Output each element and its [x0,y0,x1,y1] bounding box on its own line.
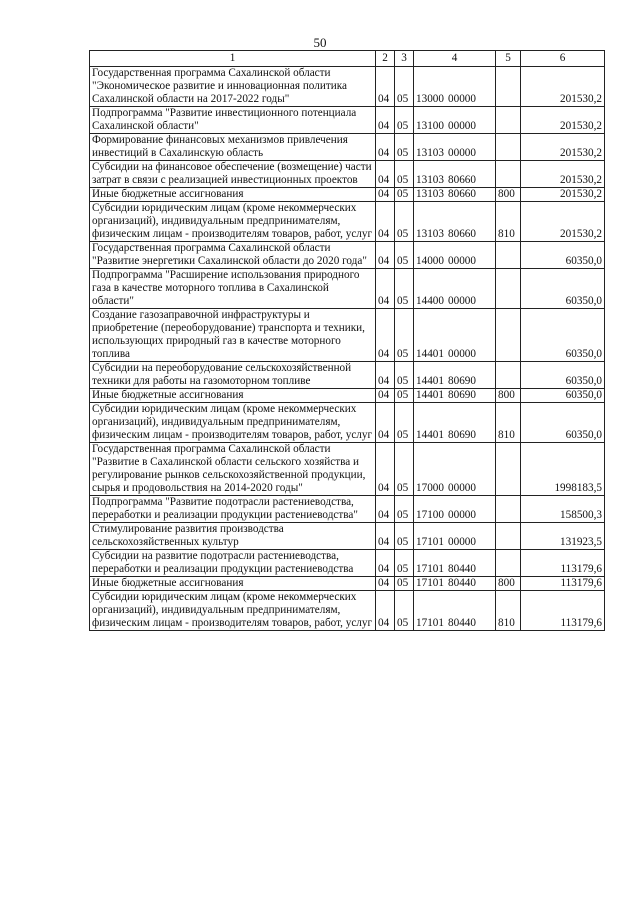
table-row [90,202,605,242]
direction-code: 80690 [448,389,476,401]
item-name: Подпрограмма "Развитие инвестиционного потенциала Сахалинской области" [90,107,376,134]
direction-code: 00000 [448,255,476,267]
subsection-code: 05 [395,67,414,107]
column-header: 6 [521,51,605,67]
table-row [90,389,605,403]
section-code: 04 [376,67,395,107]
target-article-code [414,550,496,577]
program-code: 17101 [416,563,444,575]
expense-type-code [496,550,521,577]
section-code: 04 [376,403,395,443]
program-code: 14401 [416,429,444,441]
target-article-code [414,403,496,443]
amount: 60350,0 [521,389,605,403]
direction-code: 80440 [448,617,476,629]
target-article-code [414,134,496,161]
expense-type-code [496,269,521,309]
amount: 131923,5 [521,523,605,550]
program-code: 13100 [416,120,444,132]
amount: 1998183,5 [521,443,605,496]
column-header: 3 [395,51,414,67]
table-row [90,161,605,188]
item-name: Субсидии юридическим лицам (кроме некоммерческих организаций), индивидуальным предпринимателям, физическим лицам - производителям товаров, работ, услуг [90,403,376,443]
item-name: Субсидии юридическим лицам (кроме некоммерческих организаций), индивидуальным предпринимателям, физическим лицам - производителям товаров, работ, услуг [90,202,376,242]
item-name: Иные бюджетные ассигнования [90,389,376,403]
subsection-code: 05 [395,134,414,161]
subsection-code: 05 [395,443,414,496]
section-code: 04 [376,591,395,631]
section-code: 04 [376,107,395,134]
amount: 60350,0 [521,269,605,309]
direction-code: 00000 [448,295,476,307]
direction-code: 80660 [448,228,476,240]
program-code: 14000 [416,255,444,267]
expense-type-code [496,242,521,269]
page-number: 50 [313,35,327,50]
subsection-code: 05 [395,591,414,631]
target-article-code [414,269,496,309]
direction-code: 00000 [448,482,476,494]
subsection-code: 05 [395,496,414,523]
direction-code: 80440 [448,563,476,575]
expense-type-code [496,67,521,107]
header-row [90,51,605,67]
direction-code: 00000 [448,147,476,159]
program-code: 13103 [416,174,444,186]
table-row [90,403,605,443]
amount: 60350,0 [521,309,605,362]
target-article-code [414,577,496,591]
table-row [90,496,605,523]
section-code: 04 [376,188,395,202]
expense-type-code [496,362,521,389]
subsection-code: 05 [395,242,414,269]
amount: 201530,2 [521,202,605,242]
item-name: Государственная программа Сахалинской области "Развитие в Сахалинской области сельского хозяйства и регулирование рынков сельскохозяйственной продукции, сырья и продовольствия на 2014-2020 годы" [90,443,376,496]
table-row [90,188,605,202]
expense-type-code [496,496,521,523]
direction-code: 00000 [448,348,476,360]
column-header: 5 [496,51,521,67]
section-code: 04 [376,309,395,362]
budget-table [89,50,605,631]
program-code: 14400 [416,295,444,307]
section-code: 04 [376,202,395,242]
table-row [90,107,605,134]
direction-code: 00000 [448,120,476,132]
direction-code: 80440 [448,577,476,589]
amount: 60350,0 [521,403,605,443]
target-article-code [414,107,496,134]
target-article-code [414,67,496,107]
program-code: 14401 [416,389,444,401]
item-name: Иные бюджетные ассигнования [90,188,376,202]
expense-type-code: 800 [496,188,521,202]
column-header: 1 [90,51,376,67]
target-article-code [414,161,496,188]
table-row [90,269,605,309]
amount: 201530,2 [521,134,605,161]
target-article-code [414,188,496,202]
amount: 201530,2 [521,107,605,134]
amount: 158500,3 [521,496,605,523]
direction-code: 80690 [448,375,476,387]
target-article-code [414,591,496,631]
table-row [90,67,605,107]
program-code: 17101 [416,617,444,629]
subsection-code: 05 [395,309,414,362]
section-code: 04 [376,362,395,389]
expense-type-code [496,523,521,550]
amount: 113179,6 [521,591,605,631]
target-article-code [414,202,496,242]
subsection-code: 05 [395,107,414,134]
program-code: 13103 [416,147,444,159]
amount: 113179,6 [521,550,605,577]
program-code: 17100 [416,509,444,521]
target-article-code [414,523,496,550]
subsection-code: 05 [395,550,414,577]
subsection-code: 05 [395,188,414,202]
section-code: 04 [376,443,395,496]
direction-code: 00000 [448,93,476,105]
amount: 201530,2 [521,188,605,202]
subsection-code: 05 [395,389,414,403]
direction-code: 80660 [448,188,476,200]
table-row [90,523,605,550]
item-name: Субсидии на переоборудование сельскохозяйственной техники для работы на газомоторном топливе [90,362,376,389]
section-code: 04 [376,389,395,403]
table-row [90,591,605,631]
section-code: 04 [376,577,395,591]
subsection-code: 05 [395,269,414,309]
amount: 201530,2 [521,161,605,188]
section-code: 04 [376,496,395,523]
item-name: Иные бюджетные ассигнования [90,577,376,591]
item-name: Государственная программа Сахалинской области "Экономическое развитие и инновационная политика Сахалинской области на 2017-2022 годы" [90,67,376,107]
item-name: Формирование финансовых механизмов привлечения инвестиций в Сахалинскую область [90,134,376,161]
section-code: 04 [376,134,395,161]
expense-type-code: 800 [496,577,521,591]
table-row [90,550,605,577]
target-article-code [414,309,496,362]
expense-type-code [496,134,521,161]
section-code: 04 [376,269,395,309]
direction-code: 00000 [448,509,476,521]
section-code: 04 [376,161,395,188]
subsection-code: 05 [395,202,414,242]
program-code: 13103 [416,228,444,240]
direction-code: 80690 [448,429,476,441]
program-code: 14401 [416,348,444,360]
subsection-code: 05 [395,161,414,188]
item-name: Подпрограмма "Развитие подотрасли растениеводства, переработки и реализации продукции растениеводства" [90,496,376,523]
amount: 201530,2 [521,67,605,107]
target-article-code [414,362,496,389]
expense-type-code: 800 [496,389,521,403]
table-row [90,362,605,389]
subsection-code: 05 [395,523,414,550]
target-article-code [414,496,496,523]
program-code: 13000 [416,93,444,105]
item-name: Субсидии на финансовое обеспечение (возмещение) части затрат в связи с реализацией инвестиционных проектов [90,161,376,188]
program-code: 17101 [416,577,444,589]
subsection-code: 05 [395,362,414,389]
item-name: Подпрограмма "Расширение использования природного газа в качестве моторного топлива в Сахалинской области" [90,269,376,309]
expense-type-code: 810 [496,591,521,631]
item-name: Субсидии на развитие подотрасли растениеводства, переработки и реализации продукции растениеводства [90,550,376,577]
expense-type-code [496,107,521,134]
table-row [90,134,605,161]
direction-code: 80660 [448,174,476,186]
table-row [90,577,605,591]
subsection-code: 05 [395,403,414,443]
target-article-code [414,389,496,403]
item-name: Создание газозаправочной инфраструктуры и приобретение (переоборудование) транспорта и техники, использующих природный газ в качестве моторного топлива [90,309,376,362]
subsection-code: 05 [395,577,414,591]
item-name: Субсидии юридическим лицам (кроме некоммерческих организаций), индивидуальным предпринимателям, физическим лицам - производителям товаров, работ, услуг [90,591,376,631]
section-code: 04 [376,523,395,550]
table-row [90,242,605,269]
section-code: 04 [376,242,395,269]
program-code: 13103 [416,188,444,200]
target-article-code [414,242,496,269]
column-header: 2 [376,51,395,67]
expense-type-code: 810 [496,202,521,242]
program-code: 17000 [416,482,444,494]
table-row [90,309,605,362]
column-header: 4 [414,51,496,67]
expense-type-code [496,161,521,188]
expense-type-code: 810 [496,403,521,443]
amount: 60350,0 [521,242,605,269]
amount: 60350,0 [521,362,605,389]
program-code: 17101 [416,536,444,548]
section-code: 04 [376,550,395,577]
item-name: Стимулирование развития производства сельскохозяйственных культур [90,523,376,550]
expense-type-code [496,443,521,496]
amount: 113179,6 [521,577,605,591]
target-article-code [414,443,496,496]
program-code: 14401 [416,375,444,387]
item-name: Государственная программа Сахалинской области "Развитие энергетики Сахалинской области до 2020 года" [90,242,376,269]
direction-code: 00000 [448,536,476,548]
expense-type-code [496,309,521,362]
table-row [90,443,605,496]
